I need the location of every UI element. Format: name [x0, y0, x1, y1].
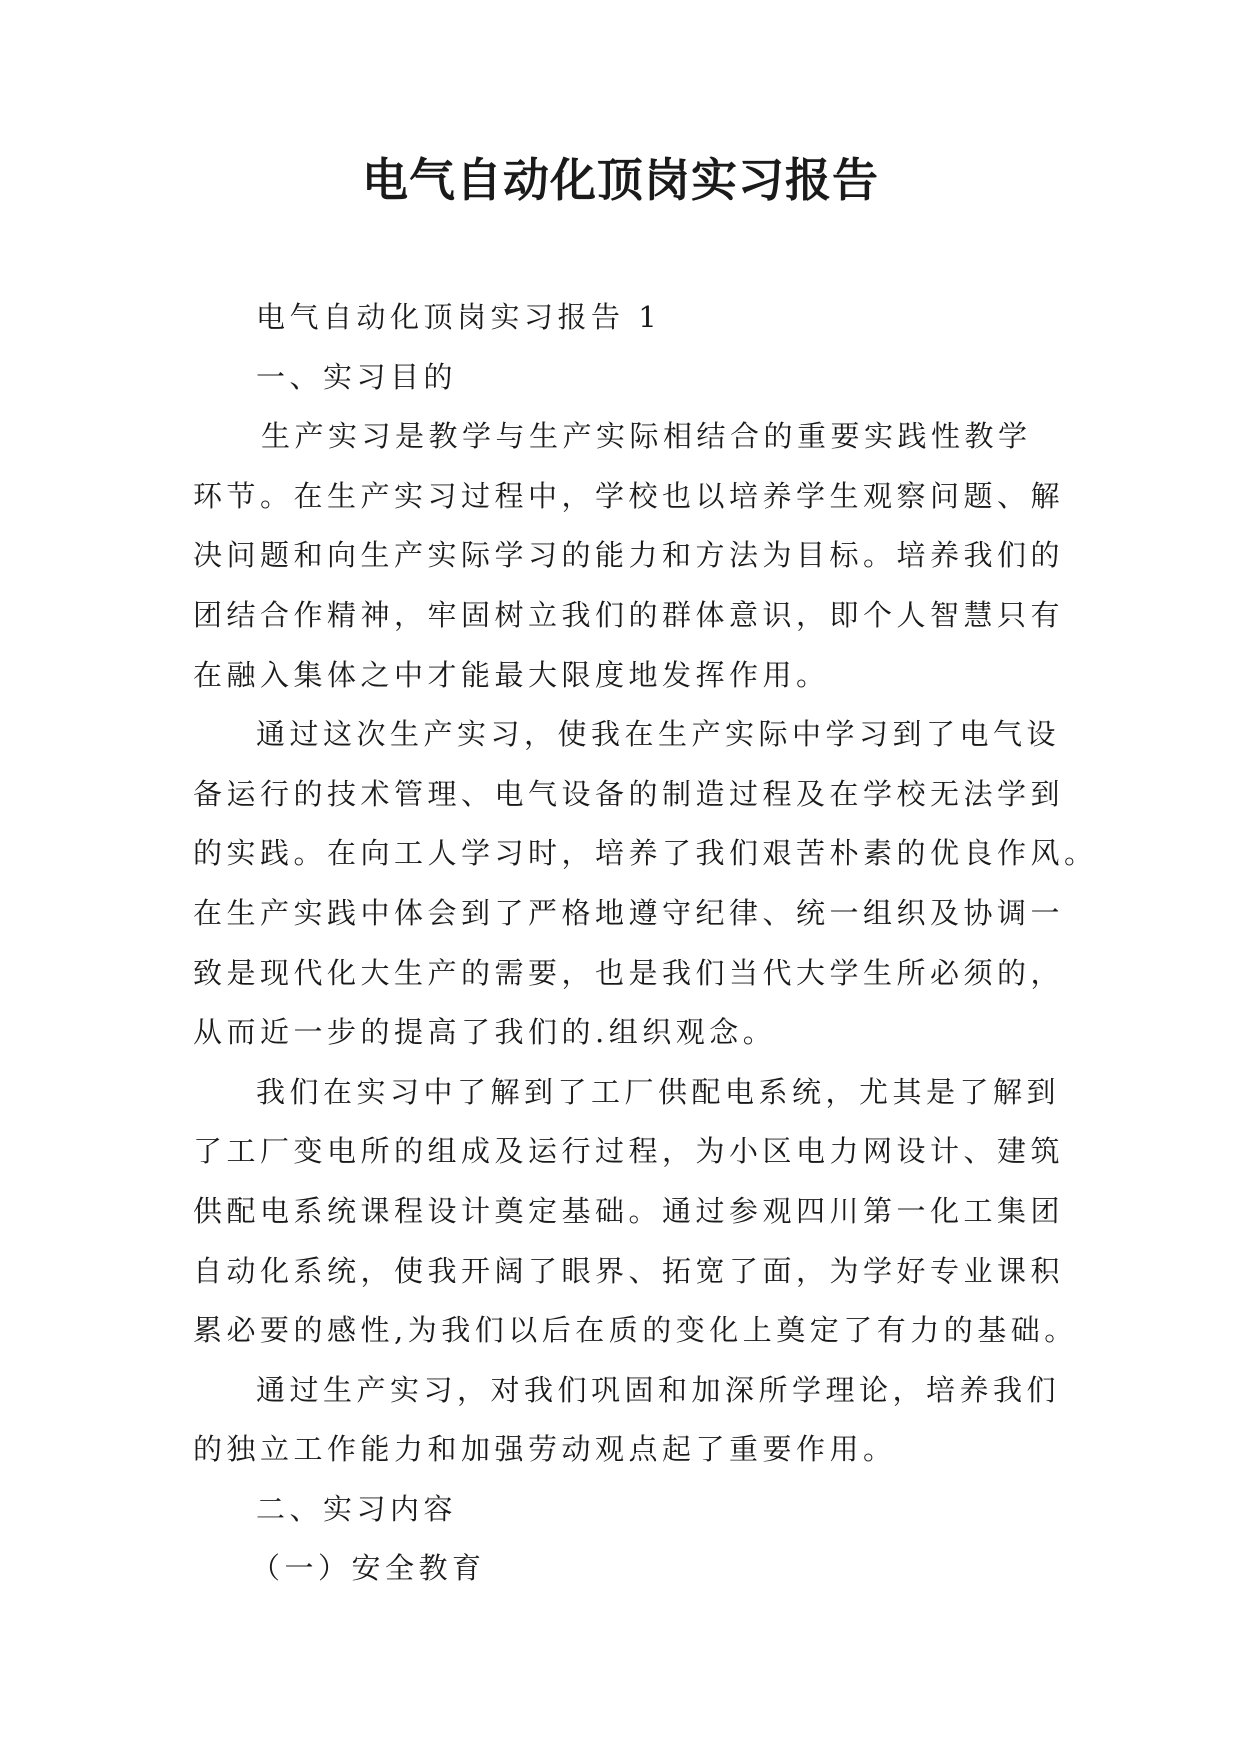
paragraph-line: 的实践。在向工人学习时，培养了我们艰苦朴素的优良作风。 [193, 836, 1098, 871]
section-heading-1: 一、实习目的 [256, 359, 458, 394]
paragraph-line: 累必要的感性,为我们以后在质的变化上奠定了有力的基础。 [193, 1313, 1078, 1348]
paragraph-line: 我们在实习中了解到了工厂供配电系统，尤其是了解到 [256, 1074, 1061, 1109]
paragraph-line: 在生产实践中体会到了严格地遵守纪律、统一组织及协调一 [193, 895, 1065, 930]
paragraph-line: 的独立工作能力和加强劳动观点起了重要作用。 [193, 1432, 897, 1467]
paragraph-line: 通过生产实习，对我们巩固和加深所学理论，培养我们 [256, 1372, 1061, 1407]
paragraph-line: 生产实习是教学与生产实际相结合的重要实践性教学 [261, 419, 1032, 454]
paragraph-line: 在融入集体之中才能最大限度地发挥作用。 [193, 657, 830, 692]
paragraph-line: 通过这次生产实习，使我在生产实际中学习到了电气设 [256, 717, 1061, 752]
paragraph-line: 供配电系统课程设计奠定基础。通过参观四川第一化工集团 [193, 1193, 1065, 1228]
paragraph-line: 备运行的技术管理、电气设备的制造过程及在学校无法学到 [193, 776, 1065, 811]
report-subtitle: 电气自动化顶岗实习报告 1 [256, 300, 662, 334]
section-heading-2: 二、实习内容 [256, 1491, 458, 1526]
document-title: 电气自动化顶岗实习报告 [362, 153, 879, 207]
paragraph-line: 决问题和向生产实际学习的能力和方法为目标。培养我们的 [193, 538, 1065, 573]
paragraph-line: 致是现代化大生产的需要，也是我们当代大学生所必须的， [193, 955, 1065, 990]
document-body [193, 288, 1098, 1599]
paragraph-line: 环节。在生产实习过程中，学校也以培养学生观察问题、解 [193, 478, 1065, 513]
subsection-heading: （一）安全教育 [251, 1551, 486, 1586]
paragraph-line: 团结合作精神，牢固树立我们的群体意识，即个人智慧只有 [193, 597, 1065, 632]
paragraph-line: 从而近一步的提高了我们的.组织观念。 [193, 1015, 777, 1050]
paragraph-line: 了工厂变电所的组成及运行过程，为小区电力网设计、建筑 [193, 1134, 1065, 1169]
paragraph-line: 自动化系统，使我开阔了眼界、拓宽了面，为学好专业课积 [193, 1253, 1065, 1288]
